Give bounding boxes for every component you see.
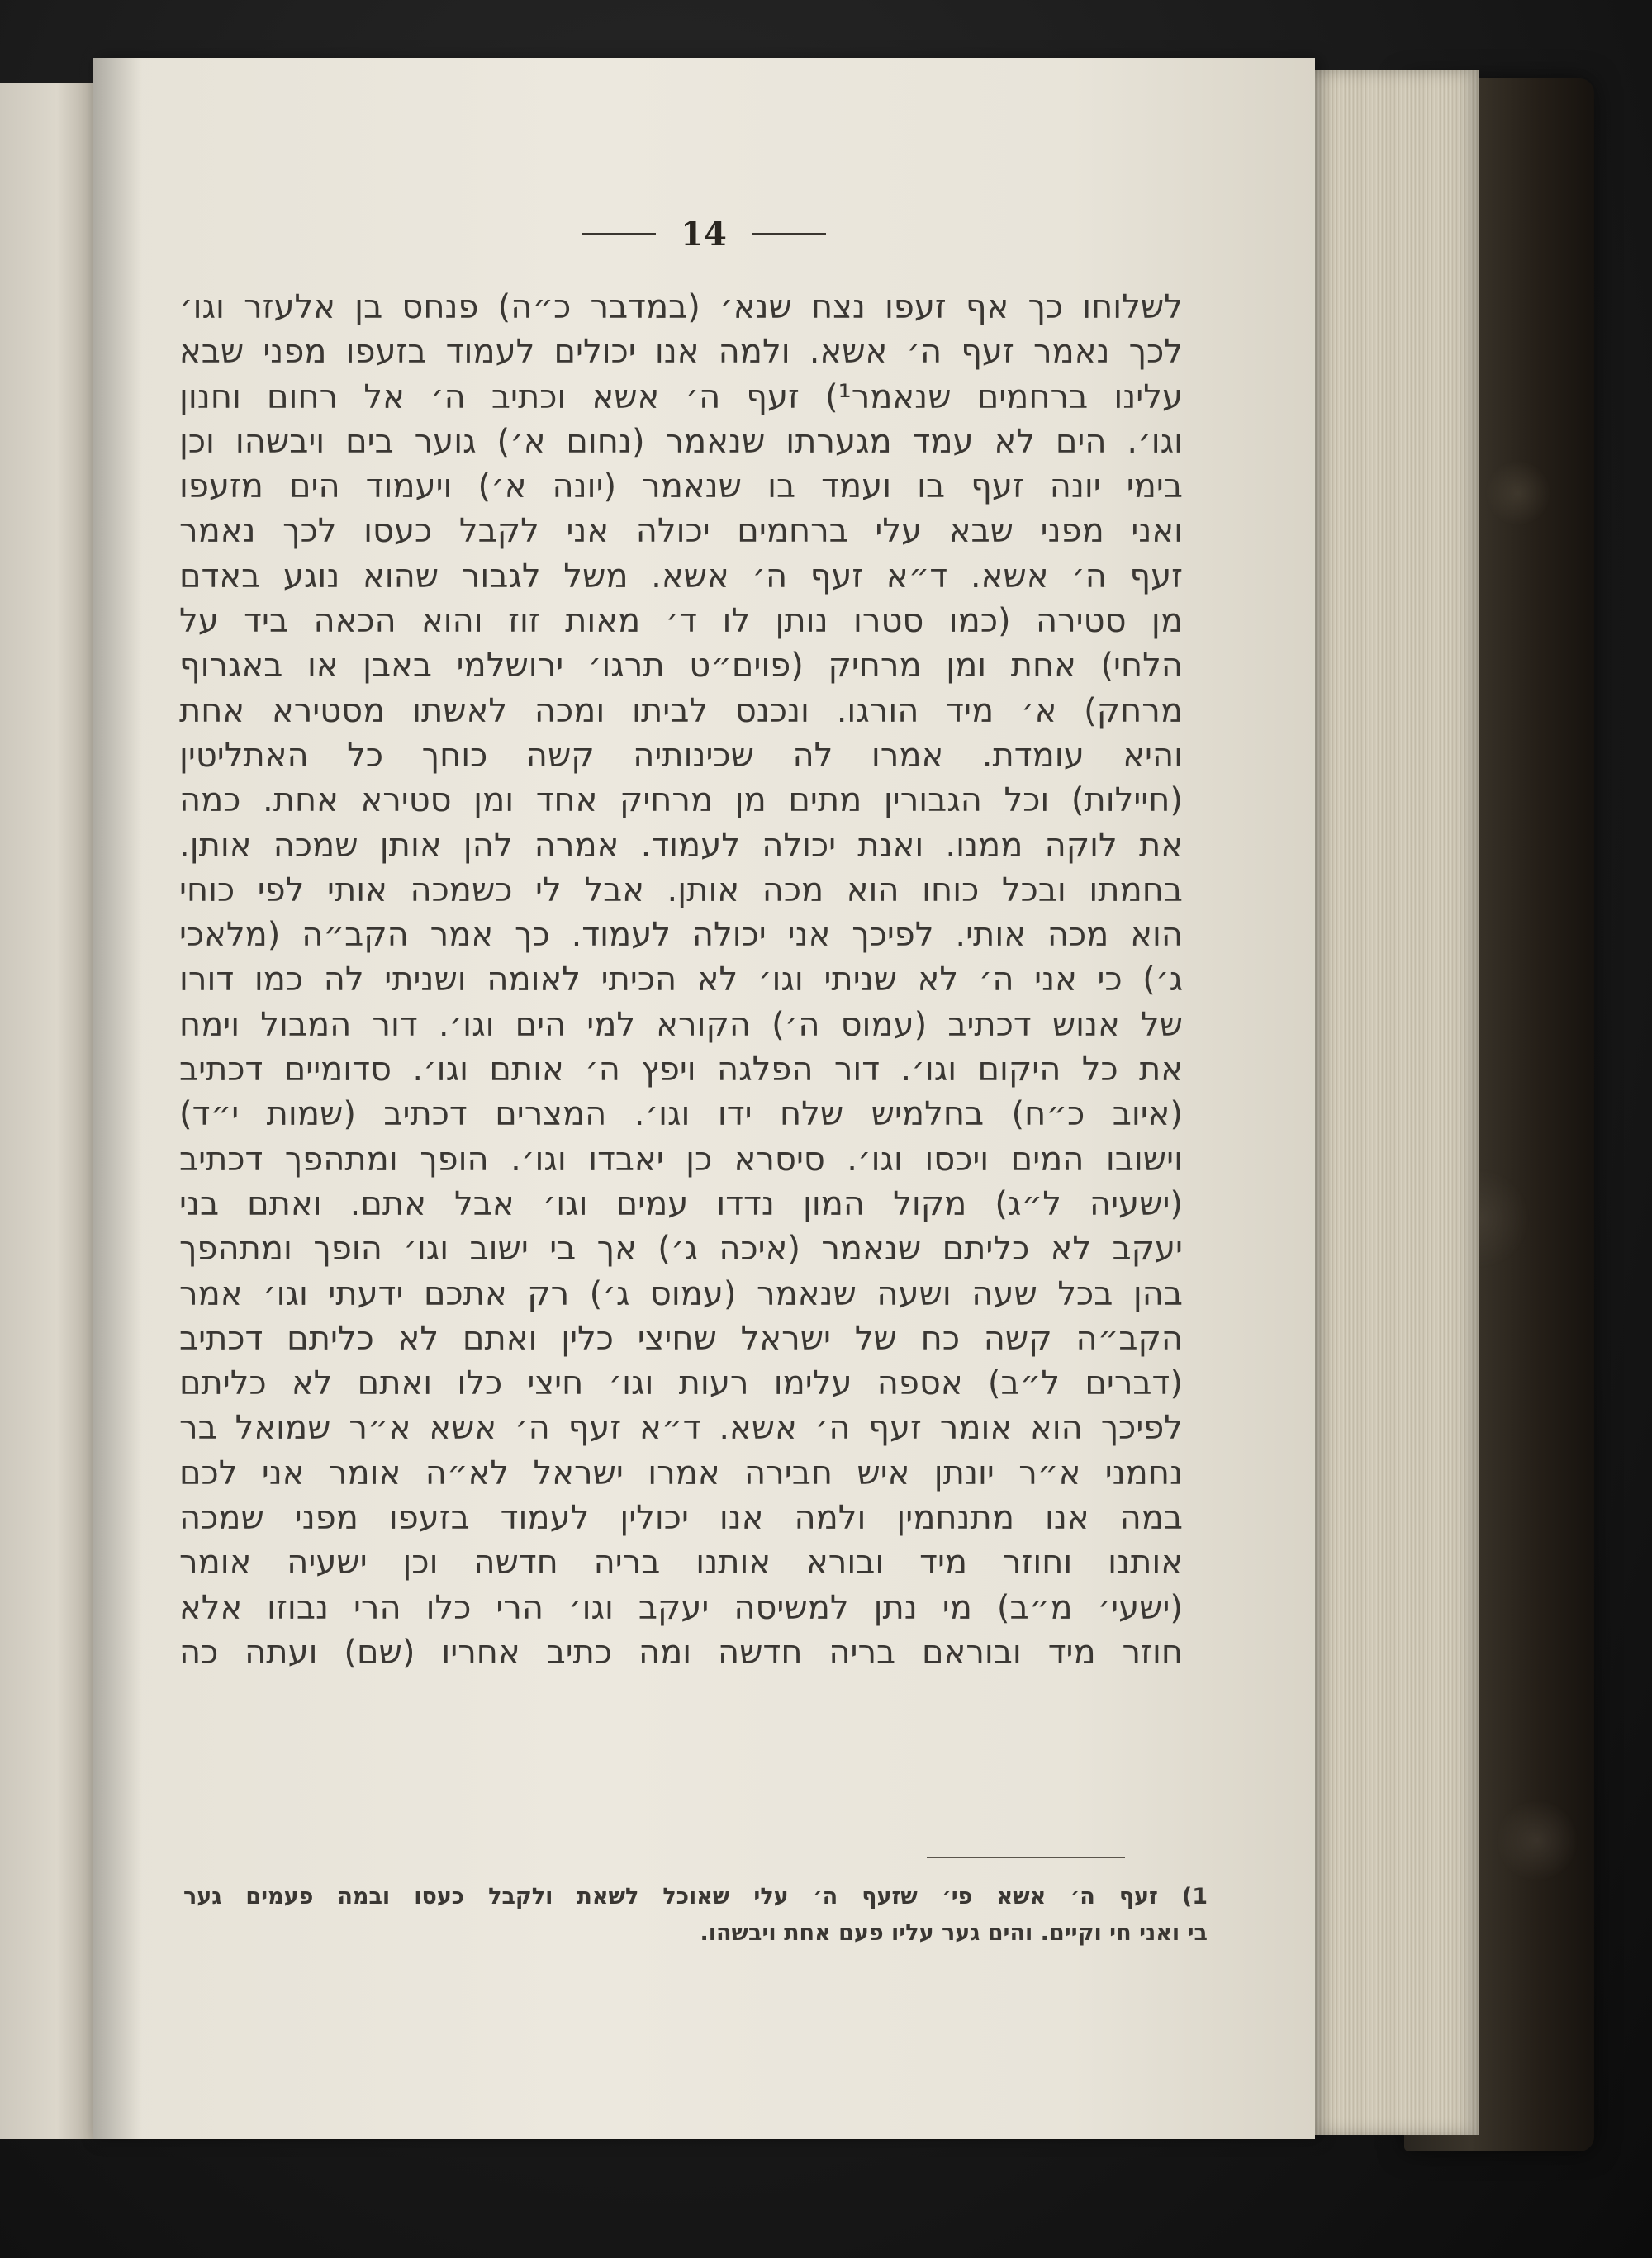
text-line: ואני מפני שבא עלי ברחמים יכולה אני לקבל כעסו לכך נאמר xyxy=(179,512,1183,551)
text-line: אותנו וחוזר מיד ובורא אותנו בריה חדשה וכן ישעיה אומר xyxy=(179,1544,1183,1582)
text-line: לכך נאמר זעף ה׳ אשא. ולמה אנו יכולים לעמוד בזעפו מפני שבא xyxy=(179,333,1183,372)
text-line: בחמתו ובכל כוחו הוא מכה אותן. אבל לי כשמכה אותי לפי כוחי xyxy=(179,870,1183,909)
body-text xyxy=(179,285,1183,1675)
text-line: לפיכך הוא אומר זעף ה׳ אשא. ד״א זעף ה׳ אשא א״ר שמואל בר xyxy=(179,1409,1183,1448)
text-line: את כל היקום וגו׳. דור הפלגה ויפץ ה׳ אותם וגו׳. סדומיים דכתיב xyxy=(179,1051,1183,1089)
text-line: וישובו המים ויכסו וגו׳. סיסרא כן יאבדו וגו׳. הופך ומתהפך דכתיב xyxy=(179,1140,1183,1179)
gutter-shadow xyxy=(93,58,142,2139)
text-line: והיא עומדת. אמרו לה שכינותיה קשה כוחך כל האתליטין xyxy=(179,736,1183,775)
text-line: בהן בכל שעה ושעה שנאמר (עמוס ג׳) רק אתכם ידעתי וגו׳ אמר xyxy=(179,1274,1183,1313)
text-line: (חיילות) וכל הגבורין מתים מן מרחיק אחד ומן סטירא אחת. כמה xyxy=(179,781,1183,820)
text-line: הקב״ה קשה כח של ישראל שחיצי כלין ואתם לא כליתם דכתיב xyxy=(179,1319,1183,1358)
text-line: עלינו ברחמים שנאמר¹) זעף ה׳ אשא וכתיב ה׳ אל רחום וחנון xyxy=(179,377,1183,416)
footnote-divider xyxy=(927,1857,1125,1858)
text-line: מן סטירה (כמו סטרו נותן לו ד׳ מאות זוז והוא הכאה ביד על xyxy=(179,602,1183,641)
footnote xyxy=(183,1879,1208,1952)
text-line: הוא מכה אותי. לפיכך אני יכולה לעמוד. כך אמר הקב״ה (מלאכי xyxy=(179,916,1183,955)
text-line: (דברים ל״ב) אספה עלימו רעות וגו׳ חיצי כלו ואתם לא כליתם xyxy=(179,1364,1183,1403)
text-line: את לוקה ממנו. ואנת יכולה לעמוד. אמרה להן אותן שמכה אותן. xyxy=(179,826,1183,865)
header-dash-right xyxy=(752,233,826,235)
header-dash-left xyxy=(582,233,656,235)
text-line: (ישעי׳ מ״ב) מי נתן למשיסה יעקב וגו׳ הרי כלו הרי נבוזו אלא xyxy=(179,1588,1183,1627)
book-page xyxy=(93,58,1315,2139)
text-line: לשלוחו כך אף זעפו נצח שנא׳ (במדבר כ״ה) פנחס בן אלעזר וגו׳ xyxy=(179,288,1183,326)
text-line: בימי יונה זעף בו ועמד בו שנאמר (יונה א׳) ויעמוד הים מזעפו xyxy=(179,467,1183,506)
text-line: של אנוש דכתיב (עמוס ה׳) הקורא למי הים וגו׳. דור המבול וימח xyxy=(179,1005,1183,1044)
footnote-line: 1) זעף ה׳ אשא פי׳ שזעף ה׳ עלי שאוכל לשאת ולקבל כעסו ובמה פעמים גער xyxy=(183,1884,1208,1909)
text-line: וגו׳. הים לא עמד מגערתו שנאמר (נחום א׳) גוער בים ויבשהו וכן xyxy=(179,422,1183,461)
text-line: הלחי) אחת ומן מרחיק (פוים״ט תרגו׳ ירושלמי באבן או באגרוף xyxy=(179,647,1183,685)
text-line: חוזר מיד ובוראם בריה חדשה ומה כתיב אחריו (שם) ועתה כה xyxy=(179,1633,1183,1672)
footnote-line: בי ואני חי וקיים. והים גער עליו פעם אחת ויבשהו. xyxy=(700,1920,1208,1946)
text-line: זעף ה׳ אשא. ד״א זעף ה׳ אשא. משל לגבור שהוא נוגע באדם xyxy=(179,557,1183,595)
text-line: (ישעיה ל״ג) מקול המון נדדו עמים וגו׳ אבל אתם. ואתם בני xyxy=(179,1184,1183,1223)
text-line: מרחק) א׳ מיד הורגו. ונכנס לביתו ומכה לאשתו מסטירא אחת xyxy=(179,691,1183,730)
text-line: נחמני א״ר יונתן איש חבירה אמרו ישראל לא״ה אומר אני לכם xyxy=(179,1454,1183,1492)
left-page-sliver xyxy=(0,83,95,2139)
text-line: ג׳) כי אני ה׳ לא שניתי וגו׳ לא הכיתי לאומה ושניתי לה כמו דורו xyxy=(179,961,1183,999)
text-line: יעקב לא כליתם שנאמר (איכה ג׳) אך בי ישוב וגו׳ הופך ומתהפך xyxy=(179,1230,1183,1269)
text-line: במה אנו מתנחמין ולמה אנו יכולין לעמוד בזעפו מפני שמכה xyxy=(179,1499,1183,1538)
page-header xyxy=(93,215,1315,254)
text-line: (איוב כ״ח) בחלמיש שלח ידו וגו׳. המצרים דכתיב (שמות י״ד) xyxy=(179,1095,1183,1134)
page-number: 14 xyxy=(681,215,727,254)
